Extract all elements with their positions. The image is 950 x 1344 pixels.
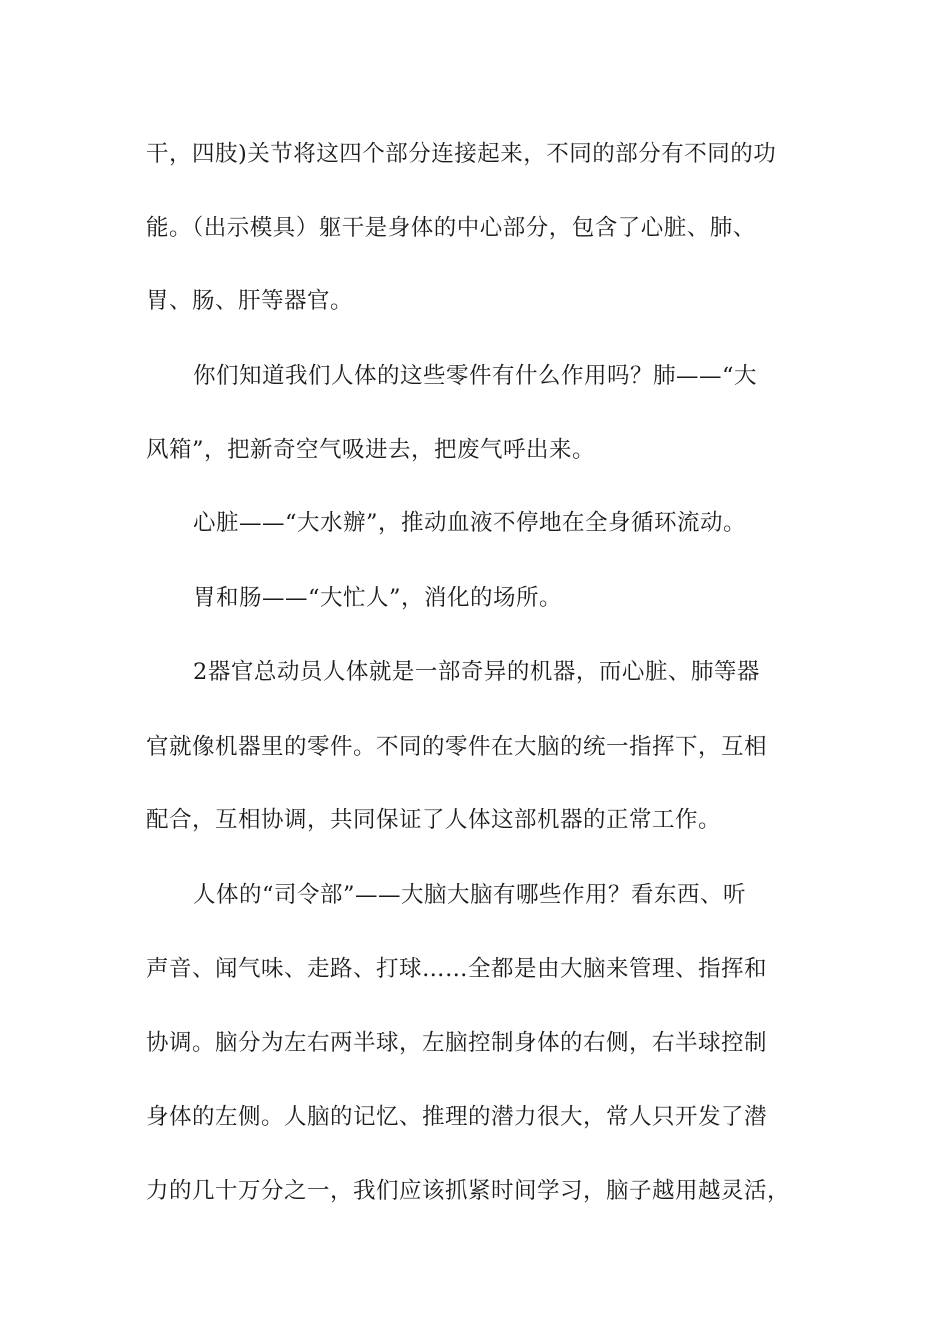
paragraph-first-line: 2器官总动员人体就是一部奇异的机器，而心脏、肺等器 bbox=[193, 659, 760, 685]
text-line: 声音、闻气味、走路、打球……全都是由大脑来管理、指挥和 bbox=[146, 956, 768, 982]
paragraph-first-line: 你们知道我们人体的这些零件有什么作用吗？肺——“大 bbox=[193, 363, 758, 389]
text-line: 能。（出示模具）躯干是身体的中心部分，包含了心脏、肺、 bbox=[146, 215, 756, 241]
text-line: 协调。脑分为左右两半球，左脑控制身体的右侧，右半球控制 bbox=[146, 1030, 768, 1056]
paragraph-first-line: 人体的“司令部”——大脑大脑有哪些作用？看东西、听 bbox=[193, 882, 747, 908]
text-line: 力的几十万分之一，我们应该抓紧时间学习，脑子越用越灵活， bbox=[146, 1178, 791, 1204]
text-line: 官就像机器里的零件。不同的零件在大脑的统一指挥下，互相 bbox=[146, 734, 768, 760]
text-line: 干，四肢)关节将这四个部分连接起来，不同的部分有不同的功 bbox=[146, 141, 777, 167]
paragraph-first-line: 心脏——“大水辦”，推动血液不停地在全身循环流动。 bbox=[193, 510, 747, 536]
text-line: 风箱”，把新奇空气吸进去，把废气呼出来。 bbox=[146, 437, 596, 463]
text-line: 胃、肠、肝等器官。 bbox=[146, 288, 354, 314]
text-line: 配合，互相协调，共同保证了人体这部机器的正常工作。 bbox=[146, 807, 722, 833]
text-line: 身体的左侧。人脑的记忆、推理的潜力很大，常人只开发了潜 bbox=[146, 1104, 768, 1130]
paragraph-first-line: 胃和肠——“大忙人”，消化的场所。 bbox=[193, 585, 563, 611]
